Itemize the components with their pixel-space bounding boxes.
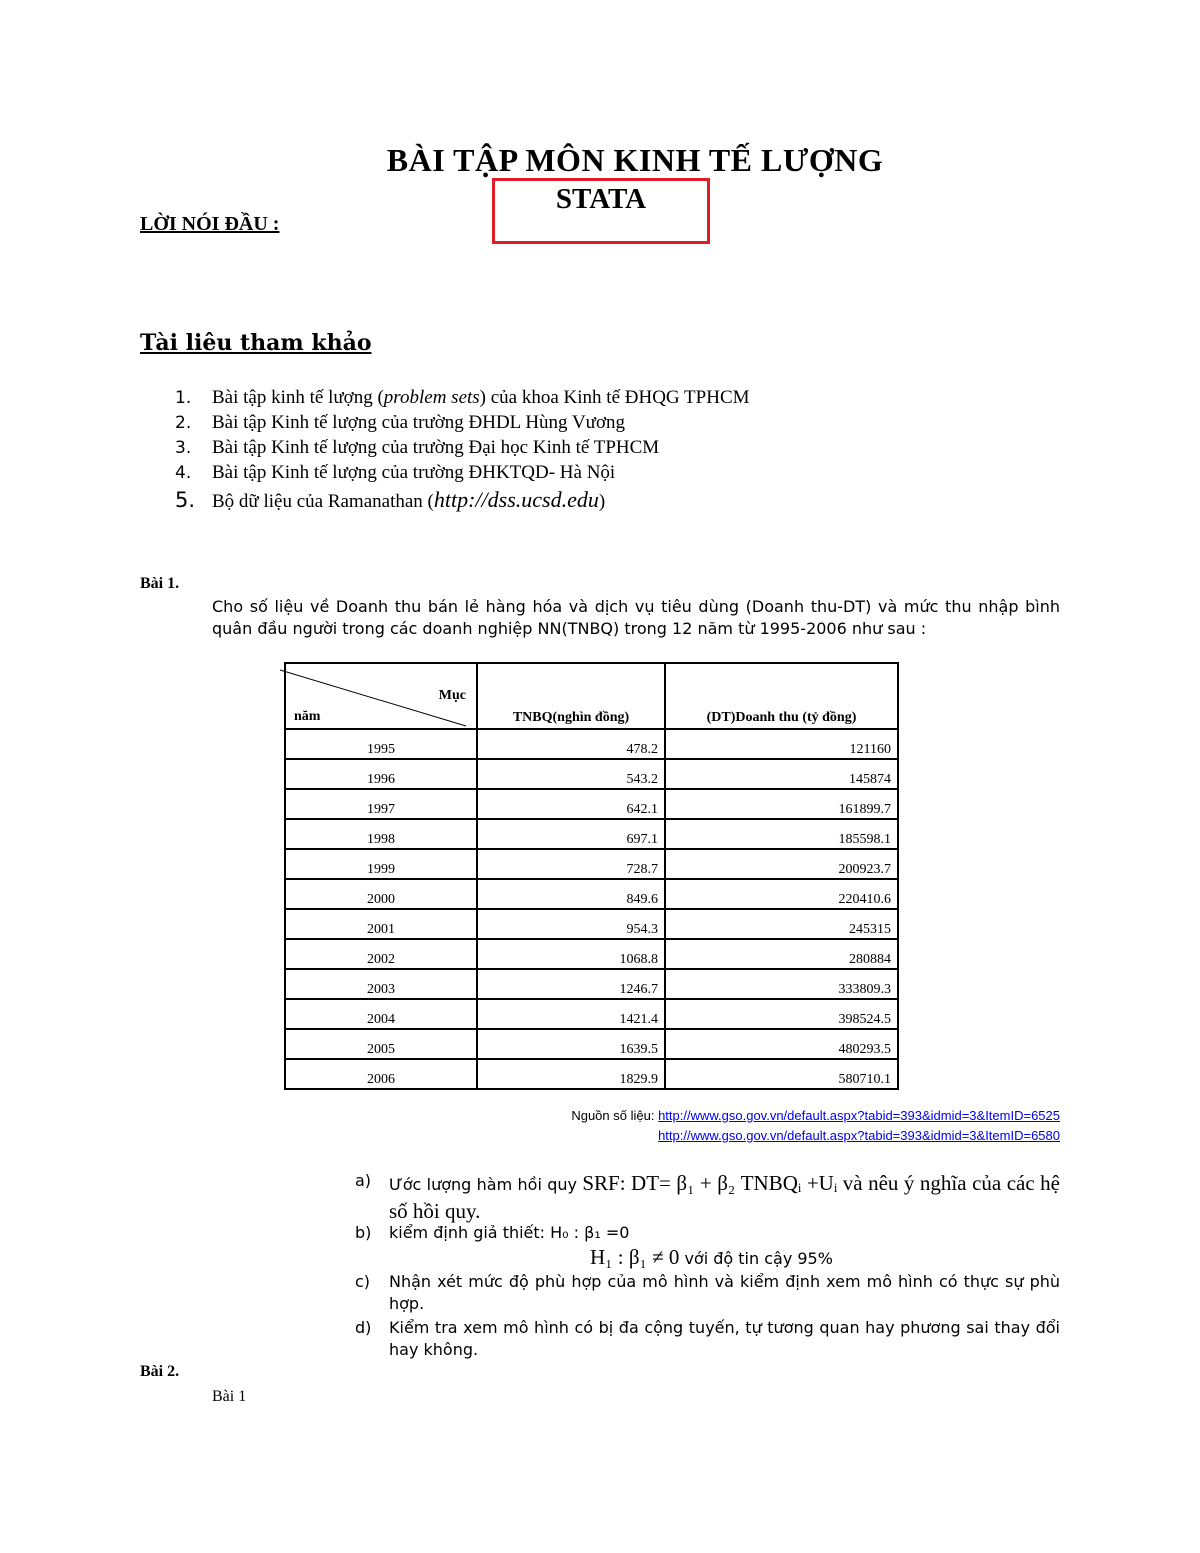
table-row bbox=[285, 879, 898, 909]
year-cell: 1999 bbox=[285, 849, 477, 879]
dt-cell: 280884 bbox=[665, 939, 898, 969]
dt-cell: 161899.7 bbox=[665, 789, 898, 819]
corner-top-label: Mục bbox=[438, 688, 466, 703]
tnbq-cell: 642.1 bbox=[477, 789, 665, 819]
tnbq-cell: 1829.9 bbox=[477, 1059, 665, 1089]
references-heading: Tài liêu tham khảo bbox=[140, 330, 372, 356]
exercise-1-intro: Cho số liệu về Doanh thu bán lẻ hàng hóa và dịch vụ tiêu dùng (Doanh thu-DT) và mức thu nhập bình quân đầu người trong các doanh nghiệp NN(TNBQ) trong 12 năm từ 1995-2006 như sau : bbox=[212, 597, 1060, 638]
document-title: BÀI TẬP MÔN KINH TẾ LƯỢNG bbox=[386, 142, 884, 178]
year-cell: 2001 bbox=[285, 909, 477, 939]
question-b: b) kiểm định giả thiết: H₀ : β₁ =0 bbox=[355, 1223, 630, 1242]
dt-cell: 580710.1 bbox=[665, 1059, 898, 1089]
table-row bbox=[285, 909, 898, 939]
table-row bbox=[285, 819, 898, 849]
dt-cell: 333809.3 bbox=[665, 969, 898, 999]
table-row bbox=[285, 1059, 898, 1089]
tnbq-cell: 1246.7 bbox=[477, 969, 665, 999]
tnbq-cell: 1639.5 bbox=[477, 1029, 665, 1059]
year-cell: 2005 bbox=[285, 1029, 477, 1059]
year-cell: 2002 bbox=[285, 939, 477, 969]
exercise-1-heading: Bài 1. bbox=[140, 575, 180, 592]
year-cell: 1996 bbox=[285, 759, 477, 789]
source-link-2[interactable]: http://www.gso.gov.vn/default.aspx?tabid=393&idmid=3&ItemID=6580 bbox=[658, 1128, 1060, 1143]
year-cell: 2000 bbox=[285, 879, 477, 909]
data-table bbox=[284, 662, 899, 1090]
footer-text: Bài 1 bbox=[212, 1388, 247, 1405]
year-cell: 1997 bbox=[285, 789, 477, 819]
reference-item: 3. Bài tập Kinh tế lượng của trường Đại học Kinh tế TPHCM bbox=[175, 437, 660, 458]
table-row bbox=[285, 759, 898, 789]
reference-item: 1. Bài tập kinh tế lượng (problem sets) của khoa Kinh tế ĐHQG TPHCM bbox=[175, 387, 750, 408]
year-cell: 2006 bbox=[285, 1059, 477, 1089]
tnbq-cell: 478.2 bbox=[477, 729, 665, 759]
dt-cell: 185598.1 bbox=[665, 819, 898, 849]
question-d: d) Kiểm tra xem mô hình có bị đa cộng tuyến, tự tương quan hay phương sai thay đổi hay không. bbox=[355, 1318, 1060, 1359]
tnbq-cell: 543.2 bbox=[477, 759, 665, 789]
tnbq-cell: 1421.4 bbox=[477, 999, 665, 1029]
dt-cell: 121160 bbox=[665, 729, 898, 759]
source-link-1[interactable]: http://www.gso.gov.vn/default.aspx?tabid=393&idmid=3&ItemID=6525 bbox=[658, 1108, 1060, 1123]
table-row bbox=[285, 999, 898, 1029]
column-header-dt: (DT)Doanh thu (tỷ đồng) bbox=[665, 663, 898, 729]
question-a: a) Ước lượng hàm hồi quy SRF: DT= β₁ + β₂ TNBQᵢ +Uᵢ và nêu ý nghĩa của các hệ số hồi quy. bbox=[355, 1171, 1060, 1223]
year-cell: 2004 bbox=[285, 999, 477, 1029]
tnbq-cell: 849.6 bbox=[477, 879, 665, 909]
subtitle: STATA bbox=[555, 183, 647, 215]
corner-header-cell bbox=[285, 663, 477, 729]
table-row bbox=[285, 939, 898, 969]
year-cell: 1998 bbox=[285, 819, 477, 849]
dt-cell: 145874 bbox=[665, 759, 898, 789]
table-row bbox=[285, 789, 898, 819]
dt-cell: 220410.6 bbox=[665, 879, 898, 909]
exercise-2-heading: Bài 2. bbox=[140, 1363, 180, 1380]
tnbq-cell: 728.7 bbox=[477, 849, 665, 879]
tnbq-cell: 697.1 bbox=[477, 819, 665, 849]
reference-item: 2. Bài tập Kinh tế lượng của trường ĐHDL Hùng Vương bbox=[175, 412, 626, 433]
reference-item: 4. Bài tập Kinh tế lượng của trường ĐHKTQD- Hà Nội bbox=[175, 462, 616, 483]
year-cell: 1995 bbox=[285, 729, 477, 759]
dt-cell: 480293.5 bbox=[665, 1029, 898, 1059]
table-row bbox=[285, 1029, 898, 1059]
corner-bottom-label: năm bbox=[294, 709, 321, 724]
preface-heading: LỜI NÓI ĐẦU : bbox=[140, 213, 280, 235]
table-header-row bbox=[285, 663, 898, 729]
table-row bbox=[285, 849, 898, 879]
question-c: c) Nhận xét mức độ phù hợp của mô hình và kiểm định xem mô hình có thực sự phù hợp. bbox=[355, 1272, 1060, 1313]
dt-cell: 398524.5 bbox=[665, 999, 898, 1029]
tnbq-cell: 1068.8 bbox=[477, 939, 665, 969]
data-source bbox=[571, 1106, 1060, 1146]
hypothesis-h1: H₁ : β₁ ≠ 0 với độ tin cậy 95% bbox=[590, 1245, 833, 1269]
column-header-tnbq: TNBQ(nghìn đồng) bbox=[477, 663, 665, 729]
year-cell: 2003 bbox=[285, 969, 477, 999]
reference-item: 5. Bộ dữ liệu của Ramanathan (http://dss.ucsd.edu) bbox=[175, 487, 606, 512]
dt-cell: 200923.7 bbox=[665, 849, 898, 879]
table-row bbox=[285, 729, 898, 759]
tnbq-cell: 954.3 bbox=[477, 909, 665, 939]
source-label: Nguồn số liệu: bbox=[571, 1108, 659, 1123]
references-list bbox=[175, 385, 750, 515]
dt-cell: 245315 bbox=[665, 909, 898, 939]
table-row bbox=[285, 969, 898, 999]
